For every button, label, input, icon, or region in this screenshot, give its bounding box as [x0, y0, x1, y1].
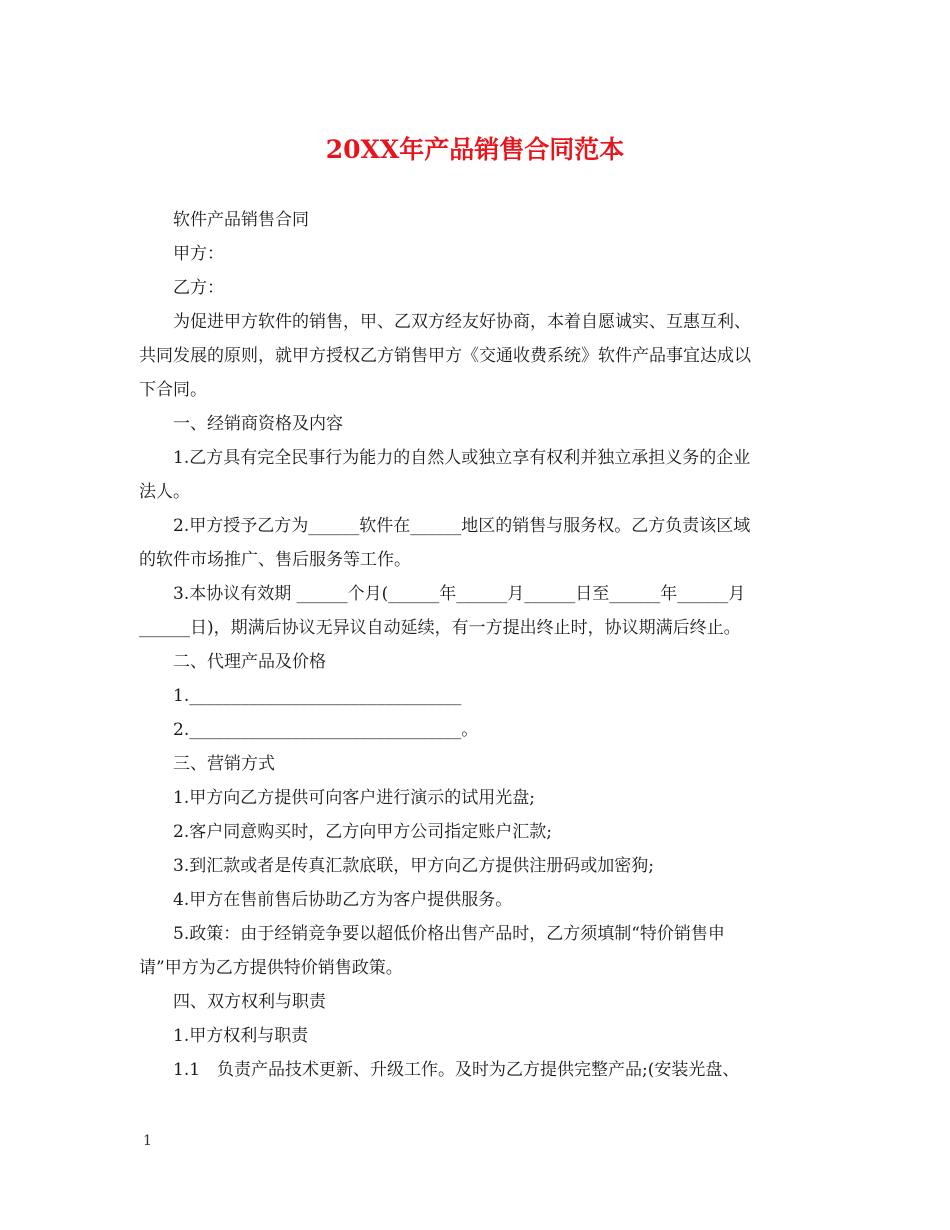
section-heading: 三、营销方式	[173, 754, 275, 774]
document-title: 20XX年产品销售合同范本	[325, 135, 625, 164]
subsection-heading: 1.甲方权利与职责	[173, 1026, 309, 1046]
paragraph-line: 甲方：	[173, 244, 224, 264]
paragraph-line: 3.本协议有效期 ______个月(______年______月______日至______年______月	[173, 584, 746, 604]
paragraph-line: 5.政策：由于经销竞争要以超低价格出售产品时，乙方须填制“特价销售申	[173, 924, 725, 944]
paragraph-line: ______日)，期满后协议无异议自动延续，有一方提出终止时，协议期满后终止。	[139, 618, 741, 638]
paragraph-line: 3.到汇款或者是传真汇款底联，甲方向乙方提供注册码或加密狗;	[173, 856, 654, 876]
paragraph-line: 乙方：	[173, 278, 224, 298]
paragraph-line: 法人。	[139, 482, 190, 502]
page-number: 1	[143, 1133, 152, 1149]
paragraph-line: 为促进甲方软件的销售，甲、乙双方经友好协商，本着自愿诚实、互惠互利、	[173, 312, 751, 332]
section-heading: 一、经销商资格及内容	[173, 414, 343, 434]
paragraph-line: 1.乙方具有完全民事行为能力的自然人或独立享有权利并独立承担义务的企业	[173, 448, 751, 468]
paragraph-line: 1.1 负责产品技术更新、升级工作。及时为乙方提供完整产品;(安装光盘、	[173, 1060, 740, 1080]
section-heading: 四、双方权利与职责	[173, 992, 326, 1012]
section-heading: 二、代理产品及价格	[173, 652, 326, 672]
paragraph-line: 下合同。	[139, 380, 207, 400]
document-body	[139, 203, 811, 1087]
paragraph-line: 2.甲方授予乙方为______软件在______地区的销售与服务权。乙方负责该区域	[173, 516, 751, 536]
blank-item-line: 1.________________________________	[173, 686, 462, 706]
paragraph-line: 请”甲方为乙方提供特价销售政策。	[139, 958, 403, 978]
paragraph-line: 4.甲方在售前售后协助乙方为客户提供服务。	[173, 890, 513, 910]
paragraph-line: 共同发展的原则，就甲方授权乙方销售甲方《交通收费系统》软件产品事宜达成以	[139, 346, 751, 366]
paragraph-line: 1.甲方向乙方提供可向客户进行演示的试用光盘;	[173, 788, 535, 808]
paragraph-line: 的软件市场推广、售后服务等工作。	[139, 550, 411, 570]
paragraph-line: 2.客户同意购买时，乙方向甲方公司指定账户汇款;	[173, 822, 552, 842]
paragraph-line: 软件产品销售合同	[173, 210, 309, 230]
blank-item-line: 2.________________________________。	[173, 720, 479, 740]
